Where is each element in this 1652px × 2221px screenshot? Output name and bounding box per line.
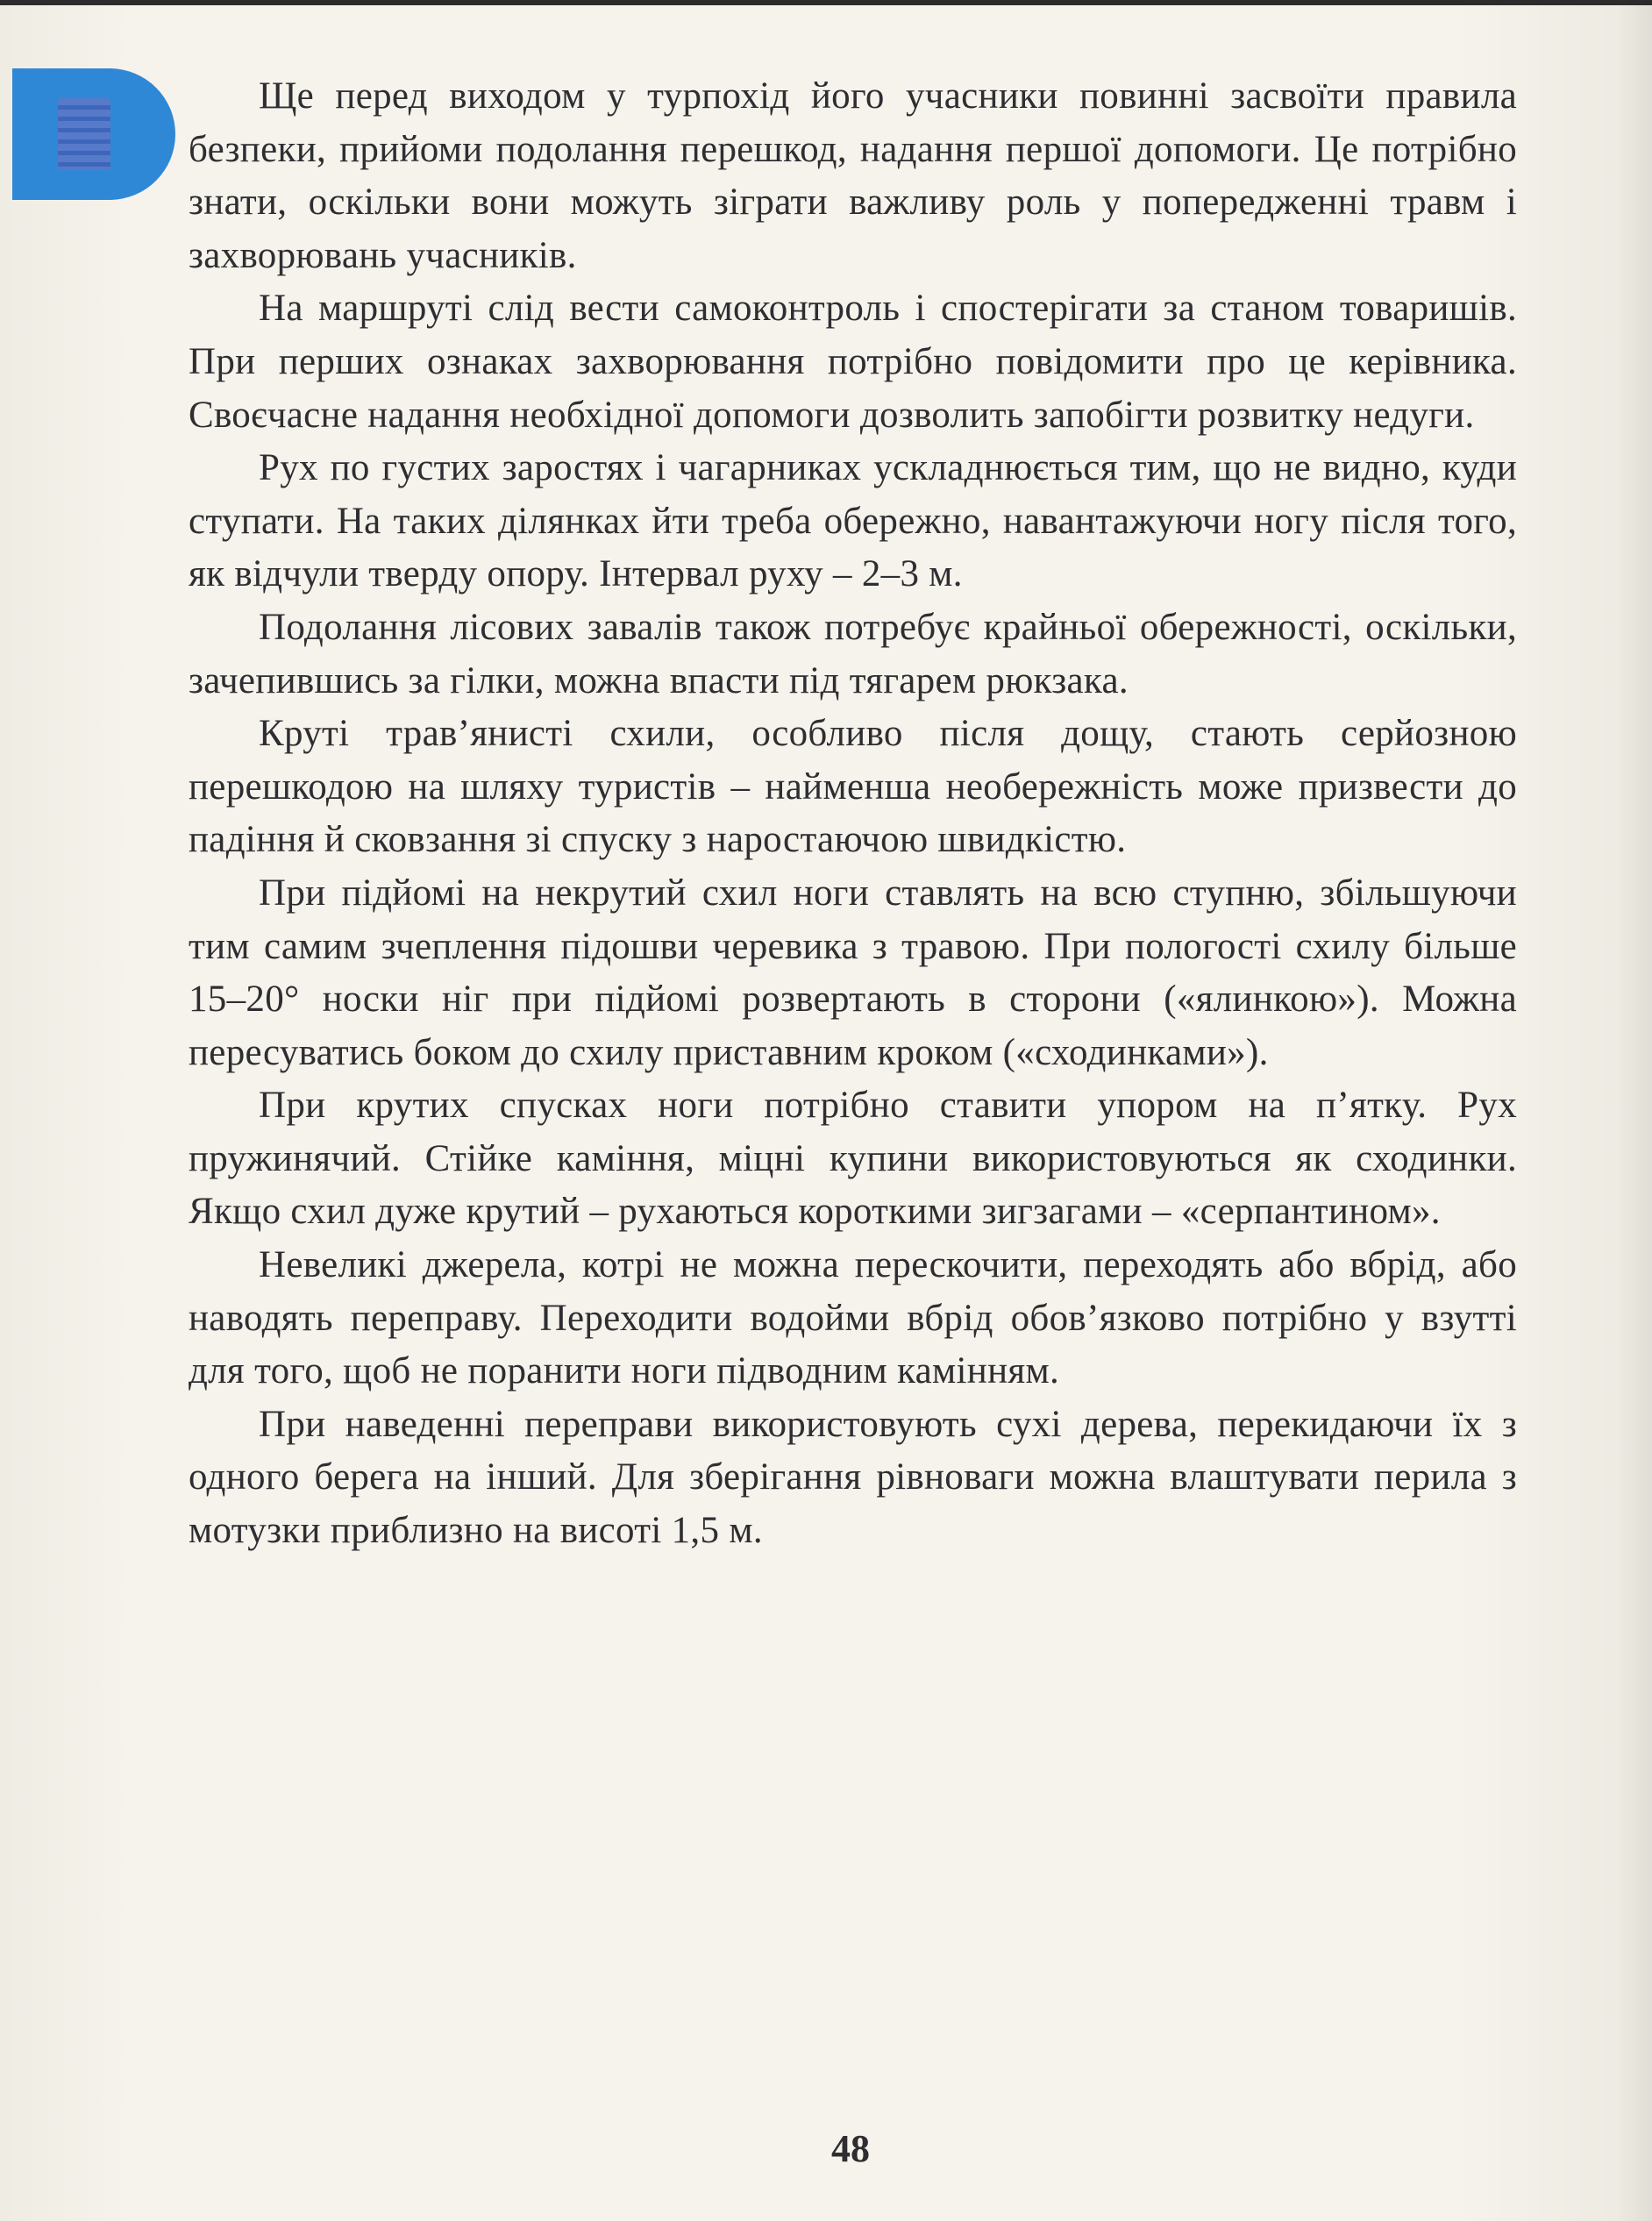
paragraph: На маршруті слід вести самоконтроль і спостерігати за станом товаришів. При перших ознаках захворювання потрібно повідомити про це керівника. Своєчасне надання необхідної допомоги дозволить запобігти розвитку недуги. (189, 288, 1517, 436)
paragraph: Невеликі джерела, котрі не можна перескочити, переходять або вбрід, або наводять переправу. Переходити водойми вбрід обов’язково потрібно у взутті для того, щоб не поранити ноги підводним камінням. (189, 1244, 1517, 1392)
document-lines-icon (58, 98, 110, 170)
paragraph: При наведенні переправи використовують сухі дерева, перекидаючи їх з одного берега на інший. Для зберігання рівноваги можна влаштувати перила з мотузки приблизно на висоті 1,5 м. (189, 1403, 1517, 1552)
page-number: 48 (831, 2127, 870, 2170)
section-tab (12, 68, 175, 200)
page-top-edge (0, 0, 1652, 5)
paragraph: Ще перед виходом у турпохід його учасники повинні засвоїти правила безпеки, прийоми подолання перешкод, надання першої допомоги. Це потрібно знати, оскільки вони можуть зіграти важливу роль у попередженні травм і захворювань учасників. (189, 75, 1517, 276)
paragraph: Рух по густих заростях і чагарниках ускладнюється тим, що не видно, куди ступати. На таких ділянках йти треба обережно, навантажуючи ногу після того, як відчули тверду опору. Інтервал руху – 2–3 м. (189, 447, 1517, 595)
page-edge-shadow (1617, 0, 1652, 2221)
paragraph: Подолання лісових завалів також потребує крайньої обережності, оскільки, зачепившись за гілки, можна впасти під тягарем рюкзака. (189, 606, 1517, 701)
paragraph: Круті трав’янисті схили, особливо після дощу, стають серйозною перешкодою на шляху туристів – найменша необережність може призвести до падіння й сковзання зі спуску з наростаючою швидкістю. (189, 713, 1517, 861)
main-text (189, 70, 1517, 1558)
paragraph: При крутих спусках ноги потрібно ставити упором на п’ятку. Рух пружинячий. Стійке каміння, міцні купини використовуються як сходинки. Якщо схил дуже крутий – рухаються короткими зигзагами – «серпантином». (189, 1085, 1517, 1233)
paragraph: При підйомі на некрутий схил ноги ставлять на всю ступню, збільшуючи тим самим зчеплення підошви черевика з травою. При пологості схилу більше 15–20° носки ніг при підйомі розвертають в сторони («ялинкою»). Можна пересуватись боком до схилу приставним кроком («сходинками»). (189, 872, 1517, 1073)
